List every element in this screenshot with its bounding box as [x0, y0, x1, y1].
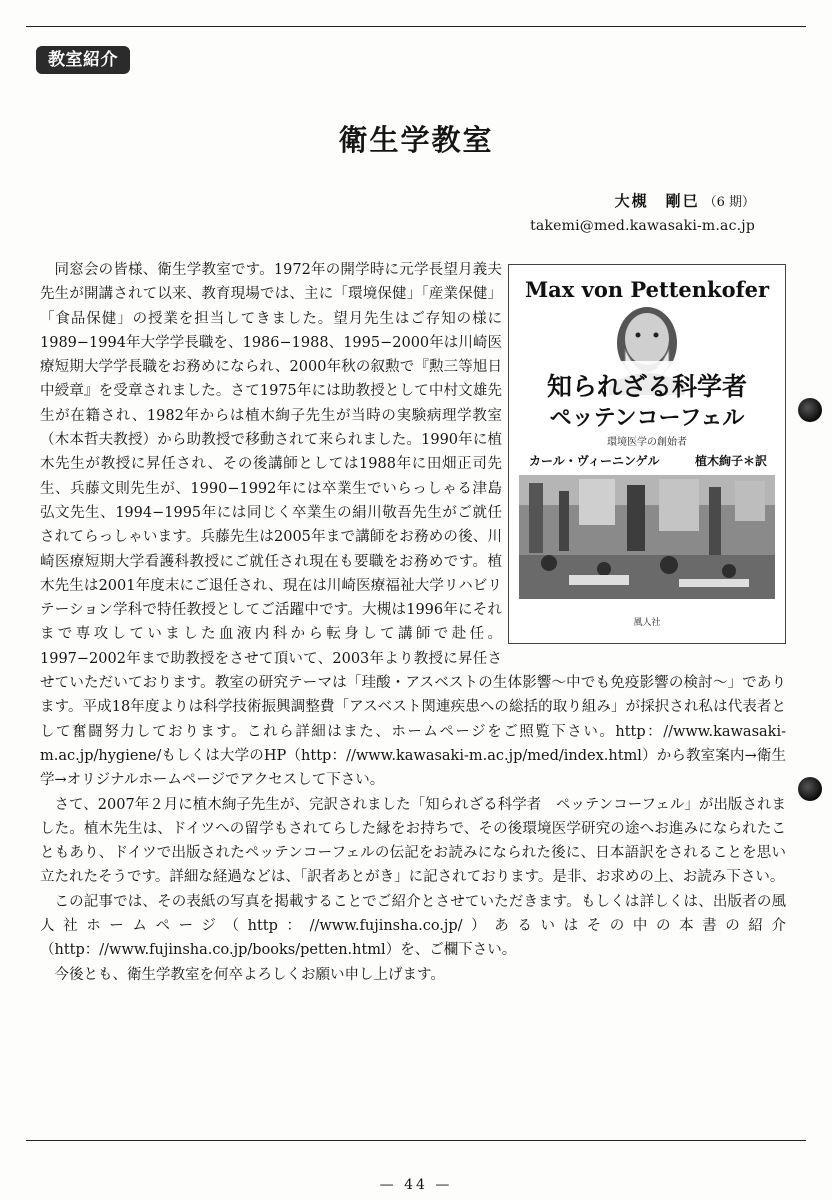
book-latin-name: Max von Pettenkofer	[524, 277, 770, 302]
author-generation: （6 期）	[703, 195, 755, 210]
figure-float-space	[502, 258, 786, 656]
book-subtitle: 環境医学の創始者	[607, 437, 687, 448]
paragraph-2: さて、2007年２月に植木絢子先生が、完訳されました「知られざる科学者 ペッテンコーフェル」が出版されました。植木先生は、ドイツへの留学もされてらした縁をお持ちで、その後環境医学研究の途へお進みになられたこともあり、ドイツで出版されたペッテンコーフェルの伝記をお読みになられた後に、日本語訳をされることを思い立たれたそうです。詳細な経過などは、「訳者あとがき」に記されております。是非、お求めの上、お読み下さい。	[40, 796, 786, 886]
author-name: 大槻 剛巳	[614, 192, 700, 210]
paragraph-1: 同窓会の皆様、衛生学教室です。1972年の開学時に元学長望月義夫先生が開講されて以来、教育現場では、主に「環境保健」「産業保健」「食品保健」の授業を担当してきました。望月先生はご存知の様に1989−1994年大学学長職を、1986−1988、1995−2000年は川崎医療短期大学学長職をお務めになられ、2000年秋の叙勲で『勲三等旭日中綬章』を受章されました。さて1975年には助教授として中村文雄先生が在籍され、1982年からは植木絢子先生が当時の実験病理学教室（木本哲夫教授）から助教授で移動されて来られました。1990年に植木先生が教授に昇任され、その後講師としては1988年に田畑正司先生、兵藤文則先生が、1990−1992年には卒業生でいらっしゃる津島弘文先生、1994−1995年には同じく卒業生の絹川敬吾先生がご就任されてらっしゃいます。兵藤先生は2005年まで講師をお務めの後、川崎医療短期大学看護科教授にご就任され現在も要職をお務めです。植木先生は2001年度末にご退任され、現在は川崎医療福祉大学リハビリテーション学科で特任教授としてご活躍中です。大槻は1996年にそれまで専攻していました血液内科から転身して講師で赴任。1997−2002年まで助教授をさせて頂いて、2003年より教授に昇任させていただいております。教室の研究テーマは「珪酸・アスベストの生体影響〜中でも免疫影響の検討〜」であります。平成18年度よりは科学技術振興調整費「アスベスト関連疾患への総括的取り組み」が採択され私は代表者として奮闘努力しております。これら詳細はまた、ホームページをご照覧下さい。http：//www.kawasaki-m.ac.jp/hygiene/もしくは大学のHP（http：//www.kawasaki-m.ac.jp/med/index.html）から教室案内→衛生学→オリジナルホームページでアクセスして下さい。	[40, 262, 786, 789]
author-line	[615, 190, 755, 211]
article-body	[40, 258, 786, 987]
page-title: 衛生学教室	[338, 123, 494, 157]
book-publisher: 風人社	[633, 618, 661, 628]
book-title-line1: 知られざる科学者	[546, 372, 748, 401]
section-tag: 教室紹介	[36, 46, 130, 74]
punch-hole-mark	[798, 777, 822, 801]
book-title-line2: ペッテンコーフェル	[549, 406, 745, 431]
top-rule	[26, 26, 806, 27]
page-number: — 44 —	[379, 1177, 453, 1193]
author-email[interactable]: takemi@med.kawasaki-m.ac.jp	[530, 218, 755, 234]
book-translator: 植木絢子＊訳	[694, 454, 767, 468]
paragraph-3: この記事では、その表紙の写真を掲載することでご紹介とさせていただきます。もしくは詳しくは、出版者の風人社ホームページ（http：//www.fujinsha.co.jp/）あるいはその中の本書の紹介（http：//www.fujinsha.co.jp/books/petten.html）を、ご欄下さい。	[40, 893, 786, 959]
paragraph-4: 今後とも、衛生学教室を何卒よろしくお願い申し上げます。	[54, 966, 445, 983]
bottom-rule	[26, 1140, 806, 1141]
punch-hole-mark	[798, 398, 822, 422]
book-author: カール・ヴィーニンゲル	[529, 454, 660, 468]
